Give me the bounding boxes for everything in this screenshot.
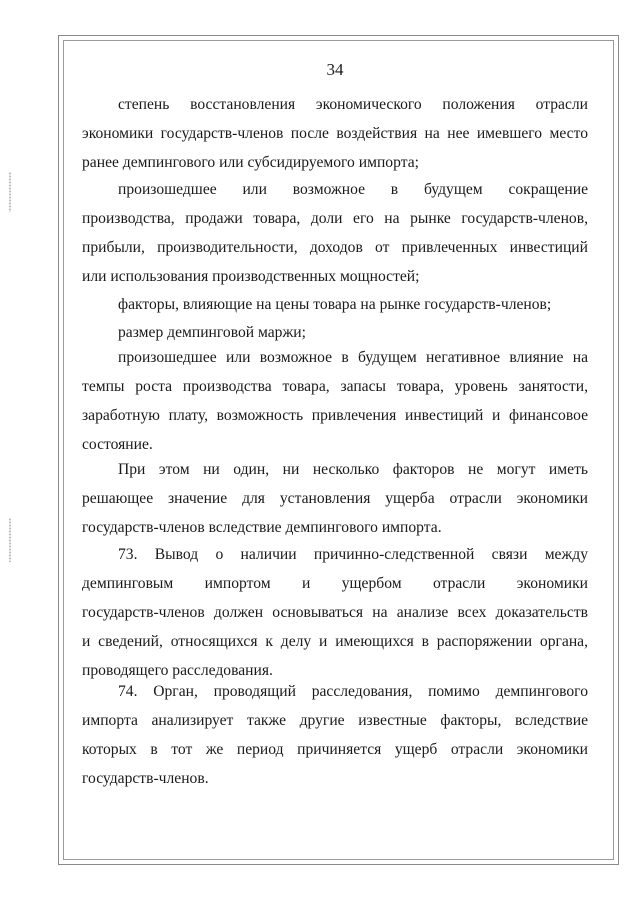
text-line: государств-членов должен основываться на анализе всех доказательств — [82, 604, 588, 621]
text-line: демпинговым импортом и ущербом отрасли экономики — [82, 575, 588, 592]
text-line: или использования производственных мощностей; — [82, 268, 420, 285]
paragraph — [82, 343, 588, 459]
text-line: прибыли, производительности, доходов от привлеченных инвестиций — [82, 239, 588, 256]
text-line: ранее демпингового или субсидируемого импорта; — [82, 154, 419, 171]
text-line: импорта анализирует также другие известные факторы, вследствие — [82, 712, 588, 729]
paragraph — [82, 455, 588, 542]
text-line: и сведений, относящихся к делу и имеющихся в распоряжении органа, — [82, 633, 588, 650]
paragraph-74 — [82, 677, 588, 793]
paragraph — [82, 175, 588, 291]
text-line: степень восстановления экономического положения отрасли — [118, 96, 588, 113]
paragraph-73 — [82, 540, 588, 685]
text-line: которых в тот же период причиняется ущерб отрасли экономики — [82, 741, 588, 758]
text-line: темпы роста производства товара, запасы товара, уровень занятости, — [82, 378, 588, 395]
text-line: 73. Вывод о наличии причинно-следственной связи между — [118, 546, 588, 563]
text-line: произошедшее или возможное в будущем сокращение — [118, 181, 588, 198]
text-line: заработную плату, возможность привлечения инвестиций и финансовое — [82, 407, 588, 424]
text-line: произошедшее или возможное в будущем негативное влияние на — [118, 349, 588, 366]
text-line: государств-членов. — [82, 770, 209, 787]
text-line: размер демпинговой маржи; — [118, 324, 306, 341]
page-number: 34 — [326, 60, 344, 79]
text-line: При этом ни один, ни несколько факторов не могут иметь — [118, 461, 588, 478]
scan-mark — [9, 172, 11, 212]
paragraph — [82, 90, 588, 177]
text-line: 74. Орган, проводящий расследования, помимо демпингового — [118, 683, 588, 700]
scan-mark — [9, 518, 11, 562]
text-line: состояние. — [82, 436, 153, 453]
text-line: решающее значение для установления ущерба отрасли экономики — [82, 490, 588, 507]
text-line: факторы, влияющие на цены товара на рынке государств-членов; — [118, 296, 552, 313]
text-line: государств-членов вследствие демпингового импорта. — [82, 519, 442, 536]
paragraph — [82, 290, 588, 319]
text-line: экономики государств-членов после воздействия на нее имевшего место — [82, 125, 588, 142]
text-line: производства, продажи товара, доли его на рынке государств-членов, — [82, 210, 588, 227]
text-line: проводящего расследования. — [82, 662, 273, 679]
